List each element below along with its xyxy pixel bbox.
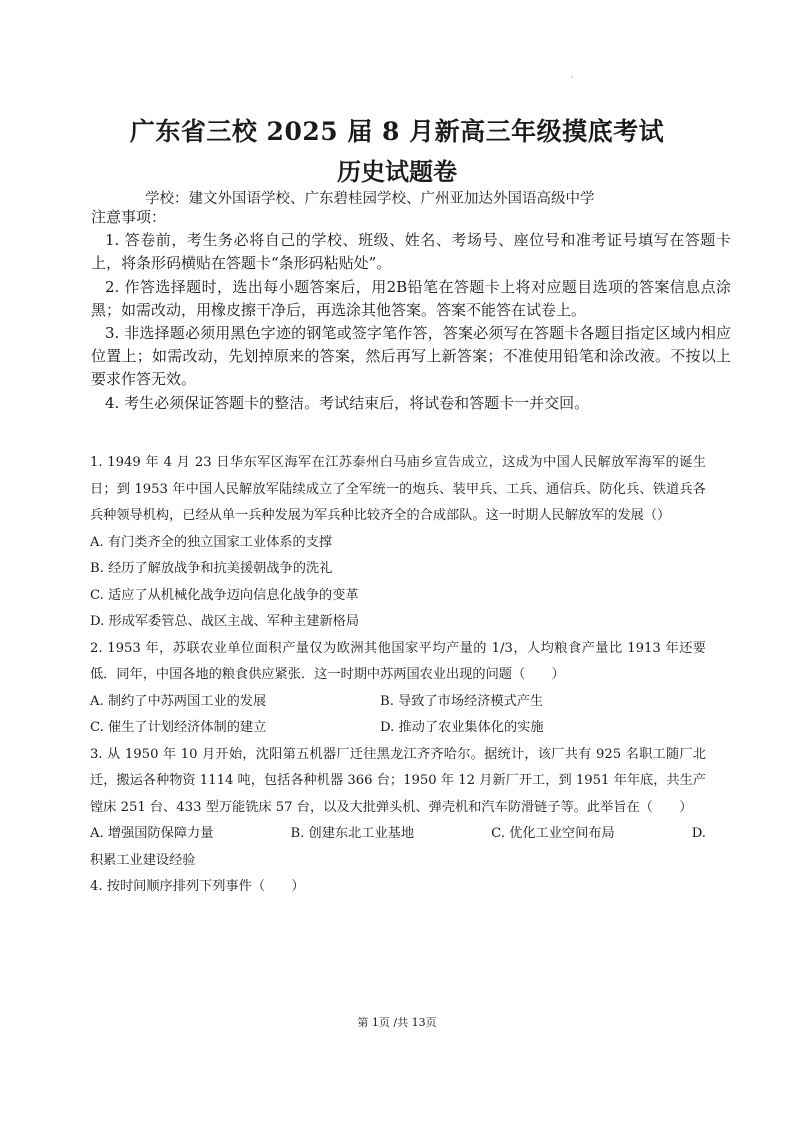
question-stem: 3. 从 1950 年 10 月开始，沈阳第五机器厂迁往黑龙江齐齐哈尔。据统计，该厂共有 925 名职工随厂北迁，搬运各种物资 1114 吨，包括各种机器 366 台；1950 年 12 月新厂开工，到 1951 年年底，共生产镗床 251 台、433 型万能铣床 57 台，以及大批弹头机、弹壳机和汽车防滑链子等。此举旨在（ ） [90,746,706,815]
question-stem: 4. 按时间顺序排列下列事件（ ） [90,879,305,894]
note-item: 4. 考生必须保证答题卡的整洁。考试结束后，将试卷和答题卡一并交回。 [105,393,590,412]
option-b: B. 导致了市场经济模式产生 [380,693,544,709]
notes-heading: 注意事项： [91,208,167,226]
note-item: 1. 答卷前，考生务必将自己的学校、班级、姓名、考场号、座位号和准考证号填写在答题卡上，将条形码横贴在答题卡“条形码粘贴处”。 [91,231,731,273]
option-c: C. 优化工业空间布局 [491,826,615,841]
corner-mark: · [571,73,574,82]
question-1 [90,450,706,636]
question-stem: 1. 1949 年 4 月 23 日华东军区海军在江苏泰州白马庙乡宣告成立，这成为中国人民解放军海军的诞生日；到 1953 年中国人民解放军陆续成立了全军统一的炮兵、装甲兵、工兵、通信兵、防化兵、铁道兵各兵种领导机构，已经从单一兵种发展为军兵种比较齐全的合成部队。这一时期人民解放军的发展（） [90,455,706,523]
option-d: D. 形成军委管总、战区主战、军种主建新格局 [90,614,360,629]
question-list [90,450,706,901]
options-row [90,821,706,848]
option-b: B. 创建东北工业基地 [290,826,415,841]
option-a: A. 制约了中苏两国工业的发展 [90,693,267,709]
question-2 [90,636,706,742]
option-a: A. 有门类齐全的独立国家工业体系的支撑 [90,534,333,550]
option-c: C. 适应了从机械化战争迈向信息化战争的变革 [90,587,359,603]
question-stem: 2. 1953 年，苏联农业单位面积产量仅为欧洲其他国家平均产量的 1/3，人均粮食产量比 1913 年还要低．同年，中国各地的粮食供应紧张．这一时期中苏两国农业出现的问题（ ） [90,640,706,682]
option-d-text: 积累工业建设经验 [90,852,196,868]
option-d: D. 推动了农业集体化的实施 [380,720,544,735]
note-item: 2. 作答选择题时，选出每小题答案后，用2B铅笔在答题卡上将对应题目选项的答案信息点涂黑；如需改动，用橡皮擦干净后，再选涂其他答案。答案不能答在试卷上。 [91,277,731,319]
question-4 [90,874,706,901]
options-row [90,715,706,742]
option-a: A. 增强国防保障力量 [90,826,214,841]
exam-subtitle: 历史试题卷 [337,157,457,186]
exam-notes [91,206,731,415]
school-list: 学校：建文外国语学校、广东碧桂园学校、广州亚加达外国语高级中学 [145,191,595,207]
exam-title: 广东省三校 2025 届 8 月新高三年级摸底考试 [129,117,665,146]
options-row [90,689,706,716]
option-b: B. 经历了解放战争和抗美援朝战争的洗礼 [90,561,333,576]
option-d-letter: D. [691,826,706,841]
question-3 [90,742,706,875]
note-item: 3. 非选择题必须用黑色字迹的钢笔或签字笔作答，答案必须写在答题卡各题目指定区域内相应位置上；如需改动，先划掉原来的答案，然后再写上新答案；不准使用铅笔和涂改液。不按以上要求作答无效。 [91,324,731,389]
page-number: 第 1页 /共 13页 [357,1016,437,1029]
option-c: C. 催生了计划经济体制的建立 [90,720,267,735]
